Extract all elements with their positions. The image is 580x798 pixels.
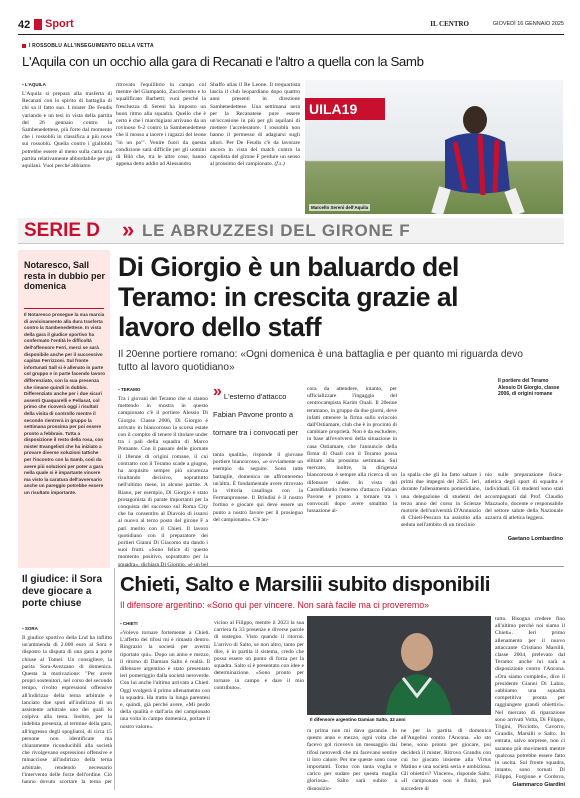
banner-title: LE ABRUZZESI DEL GIRONE F: [142, 221, 411, 240]
top-col2: ritrovato l'equilibrio in campo col mentre del Giampaolo, Zuccherotto e lo squalificato Barbetti; vuoi perché la freschezza di Sereni ha imposto un buon ritmo alla squadra. Quello che è certo è che i marchigiani arrivano da un rovinoso 6-2 contro la Sambenedettese che li mosso a tacere i ragazzi del leone "in un po'". Venire fuori da questa condizione sarà difficile per gli uomini di Bilò che, tra le altre cose, hanno appena detto addio ad Alessandro: [116, 82, 206, 168]
issue-date: GIOVEDÌ 16 GENNAIO 2025: [492, 21, 564, 27]
header-rule: [18, 34, 564, 35]
chieti-col2: vicino al Filippo, mentre il 2023 la sua carriera fa 33 presenze e diverse parole di sostegno. Visto quando il ritorno. L'arrivo di Salto, se non altro, tanto per dire, è in partita il sistema, credo che possa essere un punto di forza per la squadra. Salto si è presentato con idee e determinazione. «Sono pronto per tornare in campo e dare il mio contributo».: [214, 620, 304, 691]
notaresco-rule: [24, 308, 104, 309]
main-headline: Di Giorgio è un baluardo del Teramo: in crescita grazie al lavoro dello staff: [118, 252, 459, 342]
top-dateline: ▪ L'AQUILA: [22, 82, 46, 87]
main-photo-caption: Il portiere del Teramo Alessio Di Giorgio, classe 2006, di origini romane: [498, 378, 560, 397]
main-col4a: la spalla che gli ha fatto saltare i primi due impegni del 2025. Ieri, durante l'allenamento pomeridiano, una delegazione di studenti del terzo anno del corso in Scienze motorie dell'università D'Annunzio di Chieti-Pescara ha assistito alla seduta nell'ambito di un tirocinio: [401, 472, 481, 529]
main-col1: Tra i giovani del Teramo che si stanno mettendo in mostra in questo campionato c'è il portiere Alessio Di Giorgio. Classe 2006, Di Giorgio è arrivato in biancorosso la scorsa estate con il compito di tenere il titolare under tra i pali della squadra di Marco Pomante. Con il passare delle giornate il 18enne di origini romane, il cui contratto con il Teramo scade a giugno, ha acquisito sempre più sicurezza risultando decisivo, soprattutto nell'ultimo mese, in alcune partite. A Riano, per esempio, Di Giorgio è stato protagonista di parate importanti per la conquista del successo sul Roma City che ha consentito al Diavolo di issarsi al nuovo al terzo posto del girone F a pari merito con il Chieti. Il lavoro quotidiano con il preparatore dei portieri Gianni Di Giacomo sta dando i suoi frutti. «Sono felice di questo momento positivo, soprattutto per la squadra», dichiara Di Giorgio, «è un bel: [118, 396, 208, 566]
mid-rule: [118, 566, 564, 567]
chieti-dateline: ▪ CHIETI: [120, 621, 138, 626]
main-col2: tanta qualità», risponde il giovane portiere biancorosso, «e ovviamente un esempio da seguire. Sono tutte battaglie, domenica ne affronteremo un'altra. È fondamentale avere ritrovato la vittoria casalinga con la Fermanpronese. Il Brindisi è il nostro fortino e giocare qui deve essere un punto a nostro favore per il prosieguo del campionato». C'è an-: [213, 452, 303, 523]
player-illustration: [305, 80, 563, 214]
main-dateline: ▪ TERAMO: [118, 387, 141, 392]
main-subheadline: Il 20enne portiere romano: «Ogni domenica è una battaglia e per quanto mi riguarda devo tutto al lavoro quotidiano»: [118, 349, 523, 373]
chieti-col5: tutto. Bisogna credere fino all'ultimo perché noi siamo il Chieti». Ieri primo allenamento per il nuovo attaccante Cristiano Marsilii, classe 2004, prelevato dal Teramo: anche lui sarà a disposizione contro l'Ancona. «Ora siamo completi», dice il presidente Gianni Di Labio, «abbiamo una squadra competitiva pronta per raggiungere grandi obiettivi». Nel mercato di riparazione sono arrivati Volta, Di Filippo, Trigini, Picciotto, Cavorro, Grandis, Marsilii e Salto. In entrata, salvo sorprese, non ci saranno più movimenti mentre qualcosa potrebbe essere fatto in uscita. Sul fronte squadra, intanto, sono tornati Di Filippo, Forgione e Cordova,: [495, 616, 565, 781]
top-col3: Shaffo alias il Re Leone. Il trequartista lascia il club leopardiano dopo quattro anni presenti in direzione Sambenedettese. Una settimana nera per la Recanatese pure essere un'occasione in più per gli aquilani di mettere l'acceleratore. I rossoblù non hanno il permesso di adagiarsi sugli allori. Per De Feudis c'è da lavorare ancora in vista del match contro la capolista del girone F perdure un senso al prossimo del campionato. (f.s.): [210, 82, 300, 168]
sidebar-divider: [114, 568, 115, 790]
notaresco-text: Il Notaresco prosegue la sua marcia di avvicinamento alla dura trasferta contro la Sambenedettese. In vista della gara il giudice sportivo ha confermato l'entità le difficoltà dell'offensore Ferri, mercì se sarà disponibile anche per il successivo capitan Ferrizzoni. Sul fronte infortunati Sall si è allenato in parte col gruppo e in parte facendo lavoro differenziato, con la sua presenza che rimane quindi in dubbio. Differenziato anche per i due sicuri assenti Quaquarelli e Pellasat, col primo che ricoverà oggi i risultati della visita di controllo mentre il secondo rientrerà in gruppo la settimana prossima per poi essere pronto a febbraio. Tutta a disposizione il resto della rosa, con mister Evangelisti che ha iniziato a provare diverse soluzioni tattiche per l'incontro con la Samb, così da avere più soluzioni per poter a gara nella quale si è impartante vincere ma visto la caratura dell'avversario anche un pareggio potrebbe essere un risultato importante.: [24, 312, 106, 496]
page-header: [18, 18, 564, 34]
banner-prefix: SERIE D: [24, 220, 101, 241]
section-banner: [18, 218, 564, 244]
pullquote-mark: »: [213, 386, 222, 400]
paper-name: IL CENTRO: [430, 20, 469, 28]
top-headline: L'Aquila con un occhio alla gara di Recanati e l'altro a quella con la Samb: [22, 54, 424, 69]
notaresco-headline: Notaresco, Sall resta in dubbio per domenica: [24, 260, 106, 291]
main-col4b: nio sulle preparazione fisica-atletica degli sport di squadra e individuali. Gli studenti sono stati accompagnati dal Prof. Claudio Mazzuolo, docente e responsabile del settore salute della Nazionale azzurra di atletica leggera.: [485, 472, 563, 522]
banner-chevrons: »: [122, 218, 135, 242]
photo-banner: UILA19: [305, 98, 385, 120]
top-col1: L'Aquila si prepara alla trasferta di Recanati con lo spirito di battaglia di chi sa il fatto suo. I mister De Feudis variando e un tesi in vista della partita del 26 gennaio contro la Sambenedettese, più forte dal momento che i rossoblù in classifica a più nove sui rossoblù. Quella contro i gialloblù potrebbe essere al meno sulla carta una partita relativamente abbordabile per gli aquilani. Vuoi perché abbiamo: [22, 91, 112, 170]
sidebar-notaresco: [18, 250, 110, 568]
sora-text: Il giudice sportivo della Lnd ha inflitto un'ammenda di 2.000 euro al Sora e disposto la disputa di una gara a porte chiuse al Tomei. Un consigliere, la parita Sora-Avezzano di domenica. Questa la motivazione: "Per avere propri sostenitori, nel corso del secondo tempo, rivolto espressioni offensive all'indirizzo della terna arbitrale e lanciato due sputi all'indirizzo di un assistente arbitrale uno dei quali lo colpiva alla testa. Inoltre, per la indebita presenza, al termine della gara, all'ingresso degli spogliatoi, di circa 15 persone non identificate ma chiaramente riconducibili alla società che rivolgevano espressioni offensive e minacciose all'indirizzo della terna arbitrale, rendendo necessario l'intervento delle forze dell'ordine. Ciò hanno dovuto scortare la terna per: [22, 635, 112, 785]
section-label: Sport: [45, 18, 74, 30]
sora-headline: Il giudice: il Sora deve giocare a porte chiuse: [22, 574, 103, 609]
main-pullquote: [213, 386, 305, 446]
chieti-subheadline: Il difensore argentino: «Sono qui per vincere. Non sarà facile ma ci proveremo»: [120, 600, 430, 610]
chieti-headline: Chieti, Salto e Marsilii subito disponibili: [120, 573, 491, 596]
main-signature: Gaetano Lombardino: [507, 536, 563, 542]
chieti-col1: «Volevo tornare fortemente a Chieti. L'affetto dei tifosi mi è rimasto dentro. Ringrazio la società per avermi riportato qui». Dopo un anno e mezzo, il ritorno di Damian Salto è realtà. Il difensore argentino è stato presentato ieri pomeriggio dalla società neroverde. Con lui anche l'ultimo arrivato a Chieti. Oggi svolgerà il primo allenamento con la squadra. Ha tratto la lunga parentesi e, quindi, già perché avere, «Mi perdo della qualità e dall'aria del campionato una volta in campo domenica, portare il nostro valore».: [120, 630, 210, 730]
salto-illustration: [307, 616, 491, 724]
chieti-photo-caption: Il difensore argentino Damian Salto, 32 anni: [307, 715, 491, 724]
pullquote-text: L'esterno d'attacco Fabian Pavone pronto a tornare tra i convocati per: [213, 392, 299, 437]
chieti-col3: ra prima non mi dava garanzie. In questo anno e mezzo, ogni volta che facevo gol ricevevo un messaggio dai tifosi neroverdi che mi facevano sentire il loro calore. Per me queste sono cose importanti. Torno con tanta voglia e carico per sudare per questa maglia gloriosa». Salto sarà subito a disposizio-: [307, 728, 397, 790]
top-kicker: I ROSSOBLÙ ALL'INSEGUIMENTO DELLA VETTA: [22, 43, 372, 52]
page-number: 42: [18, 19, 31, 31]
top-photo-caption: Marcello Sereni dell'Aquila: [311, 205, 369, 210]
chieti-signature: Giammarco Giardini: [512, 782, 565, 788]
sora-dateline: ▪ SORA: [22, 626, 38, 631]
section-tag: [34, 19, 42, 30]
main-col3: cora da attendere, intanto, per ufficializzare l'ingaggio del centrocampista Karim Ouali. Il 20enne teramano, in gruppo da due giorni, deve infatti ottenere la firma sullo svincolo dall'Ostiamare, club che è in procinto di cambiare proprietà. Non è da escludere, in base all'evolversi della situazione in casa Ostiamare, che l'annuncio della firma di Ouali con il Teramo possa slittare alla prossima settimana. Sul mercato, inoltre, la dirigenza biancorossa è sempre alla ricerca di un difensore under. In vista del Castelfidardo l'esterno d'attacco Fabian Pavone è pronto a tornare tra i convocati dopo avere smaltito la lussazione al-: [307, 386, 397, 515]
main-photo-caption-box: [495, 372, 565, 470]
top-photo: [305, 80, 563, 214]
chieti-col4: ne per la partita di domenica all'Angelini contro l'Ancona. «Io sto bene, sono pronto per giocare, poi deciderà il mister. Ritrovo Grandis con cui ho giocato insieme alla Virtus Matino e una società seria e ambiziosa. Gli obiettivi? Vincere», risponde Salto. «Il campionato non è finito, può succedere di: [401, 728, 491, 790]
chieti-photo: [307, 616, 491, 724]
